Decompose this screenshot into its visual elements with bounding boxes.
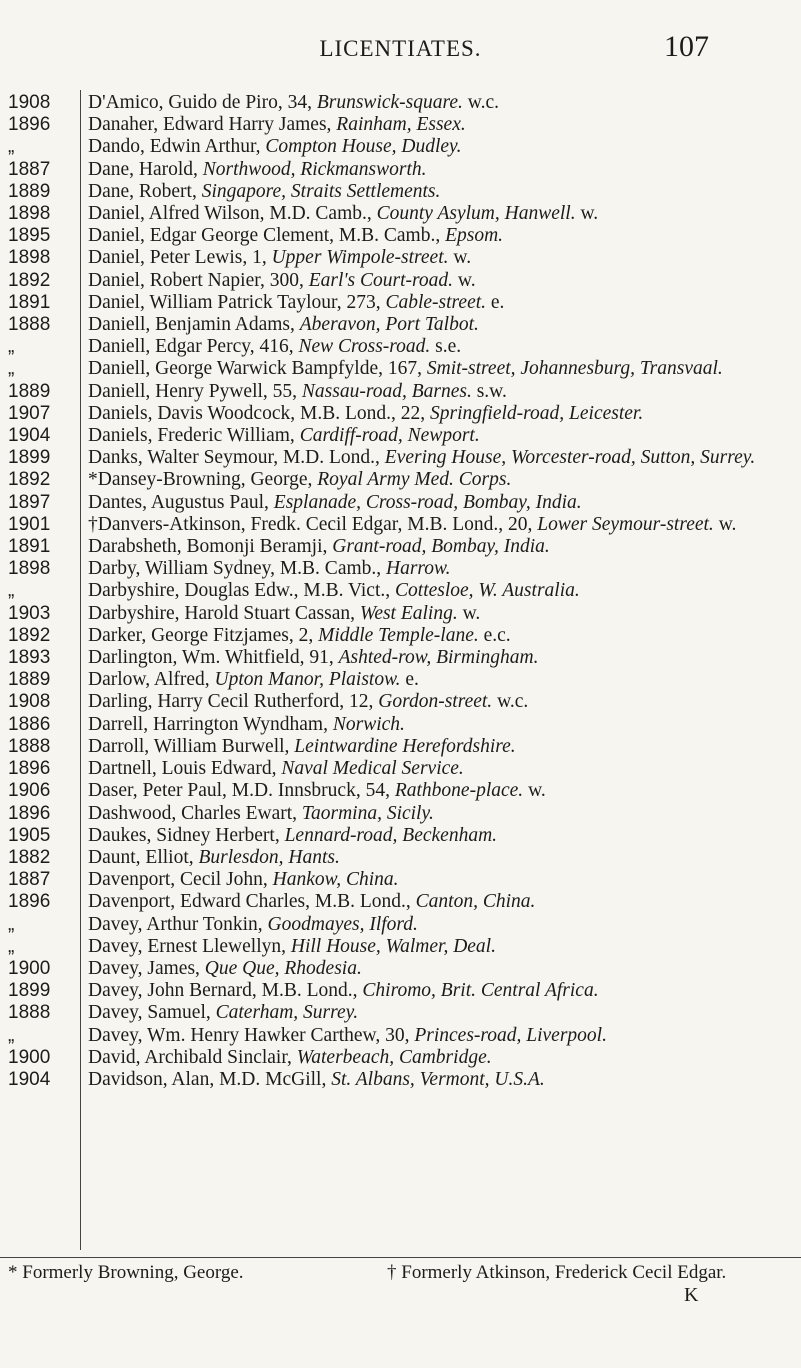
entry-text — [88, 847, 801, 869]
entry-year: 1887 — [8, 158, 51, 180]
entry-name: Dashwood, Charles Ewart, — [88, 802, 302, 824]
entry-name: Daniels, Davis Woodcock, M.B. Lond., 22, — [88, 402, 430, 424]
entry-name: Daniell, George Warwick Bampfylde, 167, — [88, 358, 427, 380]
entry-address: Ashted-row, Birmingham. — [338, 647, 539, 669]
list-item — [0, 936, 801, 958]
entry-district: s.e. — [430, 336, 462, 358]
page-number: 107 — [664, 30, 709, 63]
entry-text — [88, 92, 801, 114]
entry-year: 1892 — [8, 624, 51, 646]
running-head: LICENTIATES. — [319, 36, 482, 61]
entry-address: Canton, China. — [415, 891, 536, 913]
entry-district: w. — [523, 780, 546, 802]
entry-year: 1899 — [8, 980, 51, 1002]
entry-name: Daniell, Benjamin Adams, — [88, 314, 300, 336]
list-item — [0, 1025, 801, 1047]
list-item — [0, 625, 801, 647]
entry-text — [88, 825, 801, 847]
entry-address: Goodmayes, Ilford. — [267, 913, 418, 935]
entry-address: Que Que, Rhodesia. — [204, 957, 362, 979]
entry-district: e. — [400, 669, 419, 691]
list-item — [0, 736, 801, 758]
entry-text — [88, 247, 801, 269]
entry-address: County Asylum, Hanwell. — [376, 203, 576, 225]
list-item — [0, 1002, 801, 1024]
entry-year: „ — [8, 336, 15, 358]
entry-year: 1896 — [8, 891, 51, 913]
list-item — [0, 758, 801, 780]
list-item — [0, 691, 801, 713]
list-item — [0, 825, 801, 847]
entry-text — [88, 736, 801, 758]
list-item — [0, 403, 801, 425]
entry-text — [88, 936, 801, 958]
list-item — [0, 536, 801, 558]
entry-name: Darroll, William Burwell, — [88, 735, 295, 757]
entry-address: Princes-road, Liverpool. — [414, 1024, 607, 1046]
entry-text — [88, 891, 801, 913]
entry-address: Hill House, Walmer, Deal. — [290, 935, 496, 957]
entry-text — [88, 803, 801, 825]
entry-year: 1896 — [8, 802, 51, 824]
entry-district: w. — [448, 247, 472, 269]
entry-year: 1888 — [8, 314, 51, 336]
list-item — [0, 136, 801, 158]
entry-year: 1908 — [8, 691, 51, 713]
entry-district: w. — [453, 269, 476, 291]
entry-address: Northwood, Rickmansworth. — [202, 158, 427, 180]
entry-text — [88, 1047, 801, 1069]
entry-year: „ — [8, 913, 15, 935]
entry-text — [88, 758, 801, 780]
entry-name: Dantes, Augustus Paul, — [88, 491, 274, 513]
entry-year: „ — [8, 935, 15, 957]
list-item — [0, 292, 801, 314]
list-item — [0, 203, 801, 225]
entry-address: Royal Army Med. Corps. — [317, 469, 512, 491]
entry-year: 1900 — [8, 1046, 51, 1068]
entry-name: Davey, Wm. Henry Hawker Carthew, 30, — [88, 1024, 415, 1046]
list-item — [0, 225, 801, 247]
entry-address: Brunswick-square. — [316, 92, 463, 113]
list-item — [0, 647, 801, 669]
entry-year: 1889 — [8, 380, 51, 402]
entry-name: Davidson, Alan, M.D. McGill, — [88, 1068, 332, 1090]
entry-name: Darlington, Wm. Whitfield, 91, — [88, 647, 339, 669]
entry-text — [88, 625, 801, 647]
entry-text — [88, 1025, 801, 1047]
entry-year: 1898 — [8, 247, 51, 269]
entry-address: Harrow. — [386, 558, 451, 580]
entry-year: 1908 — [8, 92, 51, 113]
entry-text — [88, 358, 801, 380]
entry-name: Darker, George Fitzjames, 2, — [88, 624, 319, 646]
entry-address: Upper Wimpole-street. — [271, 247, 449, 269]
entry-district: e. — [486, 291, 505, 313]
entry-address: Aberavon, Port Talbot. — [299, 314, 479, 336]
entry-name: Daser, Peter Paul, M.D. Innsbruck, 54, — [88, 780, 395, 802]
entry-address: Springfield-road, Leicester. — [430, 402, 644, 424]
entry-address: Gordon-street. — [378, 691, 493, 713]
list-item — [0, 891, 801, 913]
entry-text — [88, 536, 801, 558]
entry-text — [88, 425, 801, 447]
entry-address: Nassau-road, Barnes. — [301, 380, 472, 402]
list-item — [0, 803, 801, 825]
list-item — [0, 181, 801, 203]
entry-text — [88, 114, 801, 136]
entry-name: Darbyshire, Douglas Edw., M.B. Vict., — [88, 580, 396, 602]
entry-district: w. — [575, 203, 599, 225]
list-item — [0, 159, 801, 181]
entry-text — [88, 647, 801, 669]
entry-text — [88, 159, 801, 181]
list-item — [0, 958, 801, 980]
entry-address: Lower Seymour-street. — [537, 513, 714, 535]
entry-name: Darbyshire, Harold Stuart Cassan, — [88, 602, 360, 624]
entry-address: Cottesloe, W. Australia. — [395, 580, 580, 602]
entry-text — [88, 1069, 801, 1091]
list-item — [0, 580, 801, 602]
entry-name: Danaher, Edward Harry James, — [88, 114, 337, 136]
entry-name: D'Amico, Guido de Piro, 34, — [88, 92, 317, 113]
entry-address: Rathbone-place. — [394, 780, 524, 802]
entry-year: 1905 — [8, 824, 51, 846]
entry-name: Daniel, Alfred Wilson, M.D. Camb., — [88, 203, 377, 225]
list-item — [0, 314, 801, 336]
entry-address: Cable-street. — [385, 291, 487, 313]
entry-name: †Danvers-Atkinson, Fredk. Cecil Edgar, M.B. Lond., 20, — [88, 513, 538, 535]
entry-name: Dartnell, Louis Edward, — [88, 758, 282, 780]
entry-year: 1887 — [8, 869, 51, 891]
entry-name: Davenport, Cecil John, — [88, 869, 273, 891]
signature-mark: K — [684, 1284, 699, 1306]
entry-text — [88, 980, 801, 1002]
entry-address: St. Albans, Vermont, U.S.A. — [331, 1068, 545, 1090]
entry-name: Daniel, Edgar George Clement, M.B. Camb., — [88, 225, 446, 247]
list-item — [0, 114, 801, 136]
entry-year: 1906 — [8, 780, 51, 802]
entry-name: Daniell, Edgar Percy, 416, — [88, 336, 299, 358]
entry-address: Compton House, Dudley. — [265, 136, 462, 158]
entry-name: Davey, Ernest Llewellyn, — [88, 935, 291, 957]
entry-year: „ — [8, 1024, 15, 1046]
entry-year: 1907 — [8, 402, 51, 424]
footnote-rule — [0, 1257, 801, 1258]
entry-address: Smit-street, Johannesburg, Transvaal. — [426, 358, 723, 380]
entry-name: Darlow, Alfred, — [88, 669, 215, 691]
entry-text — [88, 1002, 801, 1024]
entry-address: Hankow, China. — [272, 869, 399, 891]
list-item — [0, 780, 801, 802]
entry-district: w.c. — [492, 691, 529, 713]
list-item — [0, 714, 801, 736]
entry-district: w. — [457, 602, 481, 624]
list-item — [0, 492, 801, 514]
entry-year: 1886 — [8, 713, 51, 735]
entry-text — [88, 181, 801, 203]
entry-address: Middle Temple-lane. — [318, 624, 479, 646]
entry-name: Darabsheth, Bomonji Beramji, — [88, 536, 333, 558]
entry-name: Daniel, Peter Lewis, 1, — [88, 247, 272, 269]
entry-year: 1898 — [8, 203, 51, 225]
entry-name: Danks, Walter Seymour, M.D. Lond., — [88, 447, 385, 469]
entry-address: Singapore, Straits Settlements. — [201, 180, 441, 202]
list-item — [0, 1047, 801, 1069]
entry-year: 1900 — [8, 957, 51, 979]
entry-text — [88, 958, 801, 980]
list-item — [0, 425, 801, 447]
entry-year: 1903 — [8, 602, 51, 624]
list-item — [0, 558, 801, 580]
licentiates-list — [0, 92, 801, 1091]
entry-address: Lennard-road, Beckenham. — [284, 824, 498, 846]
entry-district: w.c. — [462, 92, 500, 113]
entry-district: s.w. — [471, 380, 507, 402]
entry-name: Daniel, William Patrick Taylour, 273, — [88, 291, 386, 313]
entry-year: 1888 — [8, 1002, 51, 1024]
entry-name: Dando, Edwin Arthur, — [88, 136, 266, 158]
entry-text — [88, 691, 801, 713]
entry-text — [88, 203, 801, 225]
entry-text — [88, 136, 801, 158]
entry-text — [88, 558, 801, 580]
entry-district: e.c. — [478, 624, 511, 646]
entry-year: 1892 — [8, 269, 51, 291]
entry-year: 1904 — [8, 1068, 51, 1090]
entry-year: 1889 — [8, 669, 51, 691]
entry-text — [88, 869, 801, 891]
entry-year: 1896 — [8, 758, 51, 780]
entry-name: Davenport, Edward Charles, M.B. Lond., — [88, 891, 416, 913]
entry-name: Davey, Samuel, — [88, 1002, 216, 1024]
entry-address: Cardiff-road, Newport. — [299, 425, 480, 447]
list-item — [0, 336, 801, 358]
entry-year: „ — [8, 580, 15, 602]
entry-year: 1893 — [8, 647, 51, 669]
list-item — [0, 358, 801, 380]
entry-year: 1891 — [8, 291, 51, 313]
list-item — [0, 514, 801, 536]
page-header — [0, 30, 801, 70]
entry-address: Epsom. — [445, 225, 504, 247]
entry-text — [88, 714, 801, 736]
list-item — [0, 869, 801, 891]
entry-name: *Dansey-Browning, George, — [88, 469, 318, 491]
entry-year: „ — [8, 136, 15, 158]
list-item — [0, 914, 801, 936]
entry-name: Dane, Harold, — [88, 158, 203, 180]
entry-name: Darby, William Sydney, M.B. Camb., — [88, 558, 387, 580]
entry-address: Chiromo, Brit. Central Africa. — [362, 980, 599, 1002]
entry-name: Daniell, Henry Pywell, 55, — [88, 380, 302, 402]
entry-text — [88, 492, 801, 514]
list-item — [0, 469, 801, 491]
entry-address: Earl's Court-road. — [308, 269, 454, 291]
list-item — [0, 669, 801, 691]
footnote-atkinson: † Formerly Atkinson, Frederick Cecil Edgar. — [387, 1262, 727, 1283]
entry-year: 1889 — [8, 180, 51, 202]
entry-text — [88, 514, 801, 536]
footnote-browning: * Formerly Browning, George. — [8, 1262, 244, 1283]
entry-text — [88, 669, 801, 691]
entry-text — [88, 914, 801, 936]
entry-text — [88, 381, 801, 403]
entry-text — [88, 336, 801, 358]
list-item — [0, 247, 801, 269]
entry-address: Upton Manor, Plaistow. — [214, 669, 401, 691]
entry-name: Daunt, Elliot, — [88, 846, 199, 868]
entry-address: West Ealing. — [359, 602, 458, 624]
entry-year: 1882 — [8, 846, 51, 868]
list-item — [0, 603, 801, 625]
entry-year: 1901 — [8, 513, 51, 535]
entry-text — [88, 603, 801, 625]
entry-address: Taormina, Sicily. — [301, 802, 434, 824]
entry-address: Esplanade, Cross-road, Bombay, India. — [273, 491, 582, 513]
list-item — [0, 847, 801, 869]
entry-name: Davey, Arthur Tonkin, — [88, 913, 268, 935]
entry-year: 1896 — [8, 114, 51, 136]
entry-district: w. — [713, 513, 737, 535]
entry-address: Norwich. — [332, 713, 405, 735]
entry-text — [88, 403, 801, 425]
entry-address: Rainham, Essex. — [336, 114, 466, 136]
entry-text — [88, 292, 801, 314]
entry-name: Darrell, Harrington Wyndham, — [88, 713, 333, 735]
list-item — [0, 270, 801, 292]
entry-text — [88, 270, 801, 292]
entry-address: Leintwardine Herefordshire. — [294, 735, 516, 757]
list-item — [0, 447, 801, 469]
entry-address: Caterham, Surrey. — [215, 1002, 359, 1024]
entry-name: Davey, James, — [88, 957, 205, 979]
entry-text — [88, 447, 801, 469]
entry-name: Daniel, Robert Napier, 300, — [88, 269, 309, 291]
entry-year: 1904 — [8, 425, 51, 447]
entry-text — [88, 780, 801, 802]
list-item — [0, 92, 801, 114]
entry-name: Darling, Harry Cecil Rutherford, 12, — [88, 691, 379, 713]
entry-year: 1897 — [8, 491, 51, 513]
entry-year: 1899 — [8, 447, 51, 469]
entry-text — [88, 469, 801, 491]
entry-year: „ — [8, 358, 15, 380]
entry-address: Evering House, Worcester-road, Sutton, Surrey. — [384, 447, 756, 469]
entry-name: David, Archibald Sinclair, — [88, 1046, 297, 1068]
entry-year: 1891 — [8, 536, 51, 558]
entry-name: Daukes, Sidney Herbert, — [88, 824, 285, 846]
entry-name: Davey, John Bernard, M.B. Lond., — [88, 980, 363, 1002]
entry-year: 1898 — [8, 558, 51, 580]
entry-address: New Cross-road. — [298, 336, 431, 358]
entry-address: Waterbeach, Cambridge. — [296, 1046, 492, 1068]
list-item — [0, 1069, 801, 1091]
entry-name: Dane, Robert, — [88, 180, 202, 202]
entry-name: Daniels, Frederic William, — [88, 425, 300, 447]
entry-text — [88, 225, 801, 247]
list-item — [0, 980, 801, 1002]
entry-address: Naval Medical Service. — [281, 758, 464, 780]
list-item — [0, 381, 801, 403]
entry-text — [88, 580, 801, 602]
entry-year: 1888 — [8, 735, 51, 757]
entry-address: Burlesdon, Hants. — [198, 846, 340, 868]
entry-text — [88, 314, 801, 336]
entry-year: 1895 — [8, 225, 51, 247]
entry-year: 1892 — [8, 469, 51, 491]
entry-address: Grant-road, Bombay, India. — [332, 536, 550, 558]
